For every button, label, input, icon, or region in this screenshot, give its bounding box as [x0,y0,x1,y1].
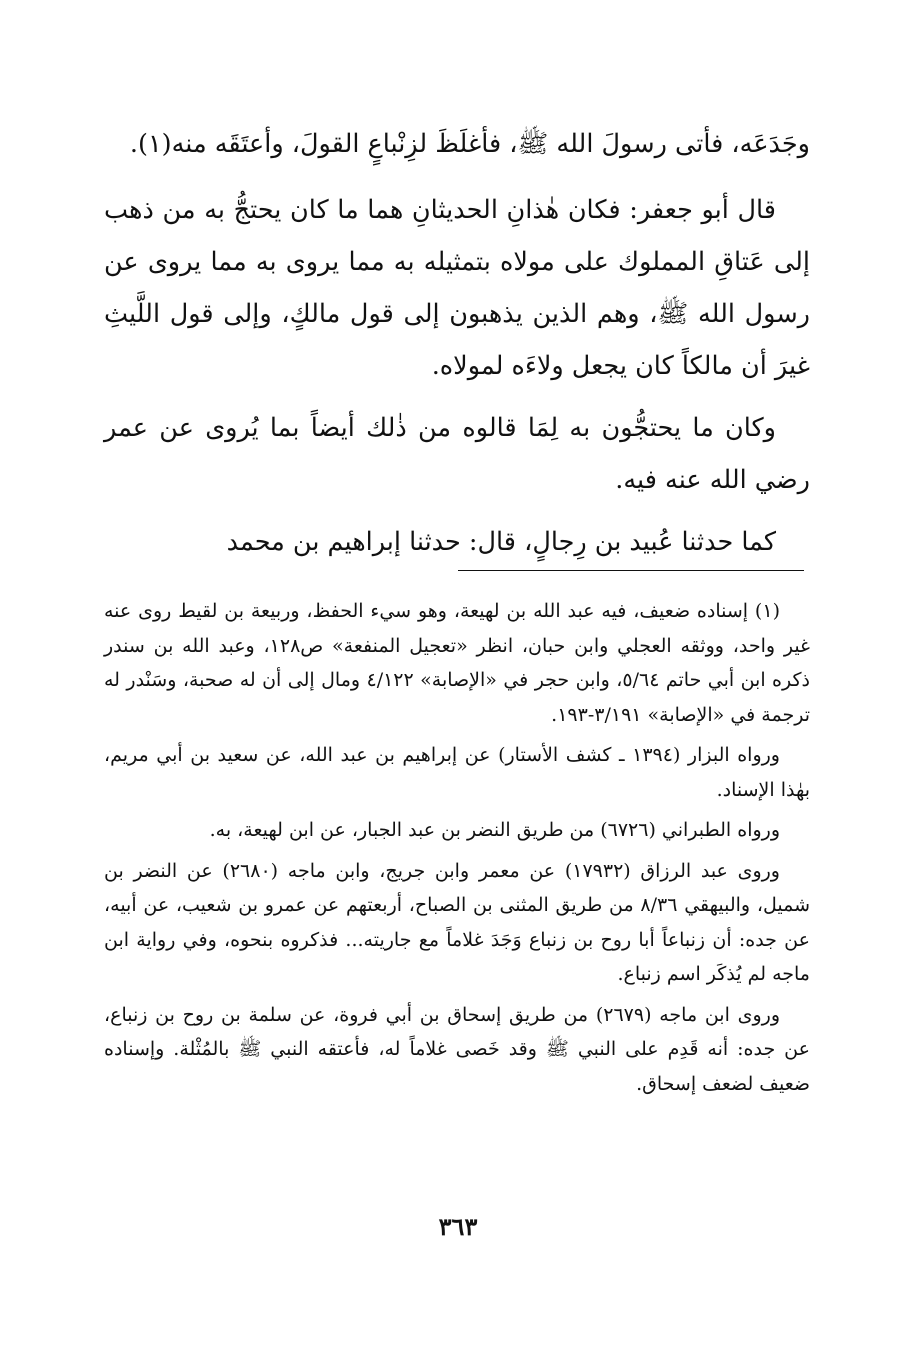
footnote-separator [458,570,804,571]
paragraph-continuation: وجَدَعَه، فأتى رسولَ الله ﷺ، فأغلَظَ لزِنْباعٍ القولَ، وأعتَقَه منه(١). [129,129,810,159]
footnote-bazzar: ورواه البزار (١٣٩٤ ـ كشف الأستار) عن إبراهيم بن عبد الله، عن سعيد بن أبي مريم، بهٰذا الإسناد. [104,744,810,801]
page-number: ٣٦٣ [438,1212,478,1241]
footnotes [104,594,810,1107]
paragraph-umar: وكان ما يحتجُّون به لِمَا قالوه من ذٰلك أيضاً بما يُروى عن عمر رضي الله عنه فيه. [104,413,810,495]
footnote-abdurrazzaq: وروى عبد الرزاق (١٧٩٣٢) عن معمر وابن جريج، وابن ماجه (٢٦٨٠) عن النضر بن شميل، والبيهقي ٨/٣٦ من طريق المثنى بن الصباح، أربعتهم عن عمرو بن شعيب، عن أبيه، عن جده: أن زنباعاً أبا روح بن زنباع وَجَدَ غلاماً مع جاريته... فذكروه بنحوه، وفي رواية ابن ماجه لم يُذكَر اسم زنباع. [104,859,811,985]
main-text [104,118,810,568]
footnote-tabarani: ورواه الطبراني (٦٧٢٦) من طريق النضر بن عبد الجبار، عن ابن لهيعة، به. [209,819,780,841]
paragraph-isnad: كما حدثنا عُبيد بن رِجالٍ، قال: حدثنا إبراهيم بن محمد [226,527,776,557]
footnote-1: (١) إسناده ضعيف، فيه عبد الله بن لهيعة، وهو سيء الحفظ، وربيعة بن لقيط روى عنه غير واحد، ووثقه العجلي وابن حبان، انظر «تعجيل المنفعة» ص١٢٨، وعبد الله بن سندر ذكره ابن أبي حاتم ٥/٦٤، وابن حجر في «الإصابة» ٤/١٢٢ ومال إلى أن له صحبة، وسَنْدر له ترجمة في «الإصابة» ٣/١٩١-١٩٣. [104,600,810,726]
footnote-ibn-majah: وروى ابن ماجه (٢٦٧٩) من طريق إسحاق بن أبي فروة، عن سلمة بن روح بن زنباع، عن جده: أنه قَدِم على النبي ﷺ وقد خَصى غلاماً له، فأعتقه النبي ﷺ بالمُثْلة. وإسناده ضعيف لضعف إسحاق. [104,1003,810,1095]
paragraph-abu-jafar: قال أبو جعفر: فكان هٰذانِ الحديثانِ هما ما كان يحتجُّ به من ذهب إلى عَتاقِ المملوك على مولاه بتمثيله به مما يروى به مما يروى عن رسول الله ﷺ، وهم الذين يذهبون إلى قول مالكٍ، وإلى قول اللَّيثِ غيرَ أن مالكاً كان يجعل ولاءَه لمولاه. [104,195,810,381]
